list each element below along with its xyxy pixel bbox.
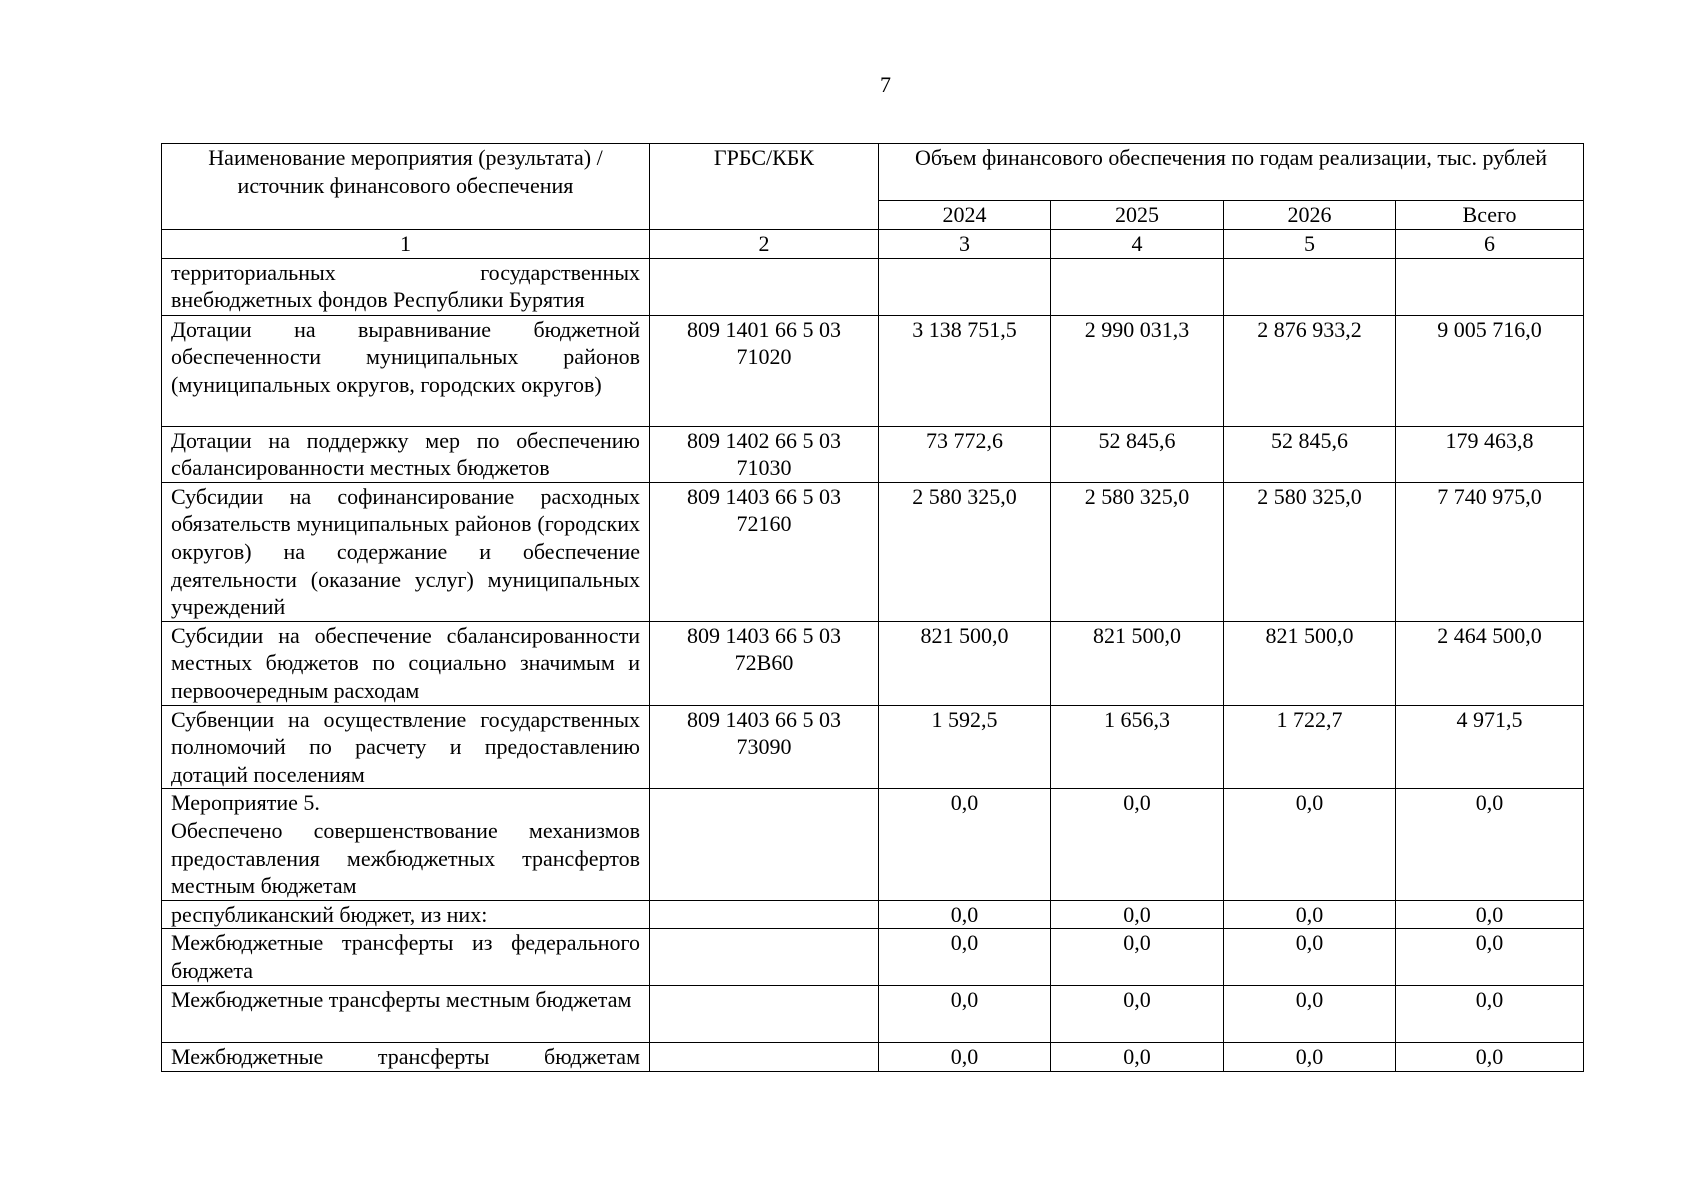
row-value-total: 0,0 <box>1396 929 1584 986</box>
row-name: Межбюджетные трансферты из федерального бюджета <box>162 929 650 986</box>
row-code <box>650 258 879 315</box>
row-value-2025: 0,0 <box>1051 929 1224 986</box>
row-code <box>650 986 879 1043</box>
row-code: 809 1402 66 5 03 71030 <box>650 426 879 482</box>
col-number-3: 3 <box>879 230 1051 259</box>
row-name: Субсидии на обеспечение сбалансированности местных бюджетов по социально значимым и первоочередным расходам <box>162 621 650 705</box>
row-value-2026: 2 876 933,2 <box>1224 315 1396 426</box>
row-value-2025: 1 656,3 <box>1051 705 1224 789</box>
measure-title: Мероприятие 5. <box>171 790 320 816</box>
table-row <box>162 315 1584 426</box>
table-row <box>162 929 1584 986</box>
row-value-2026: 1 722,7 <box>1224 705 1396 789</box>
row-value-2024: 0,0 <box>879 1043 1051 1072</box>
row-value-2026: 0,0 <box>1224 1043 1396 1072</box>
row-value-2026: 2 580 325,0 <box>1224 482 1396 621</box>
table-row <box>162 482 1584 621</box>
row-code <box>650 900 879 929</box>
row-code: 809 1401 66 5 03 71020 <box>650 315 879 426</box>
row-value-total: 2 464 500,0 <box>1396 621 1584 705</box>
row-value-2025: 2 580 325,0 <box>1051 482 1224 621</box>
col-number-5: 5 <box>1224 230 1396 259</box>
col-number-1: 1 <box>162 230 650 259</box>
row-name: Межбюджетные трансферты местным бюджетам <box>162 986 650 1043</box>
row-value-2026: 52 845,6 <box>1224 426 1396 482</box>
row-value-2024: 0,0 <box>879 986 1051 1043</box>
table-row <box>162 705 1584 789</box>
row-name: Субвенции на осуществление государственных полномочий по расчету и предоставлению дотаций поселениям <box>162 705 650 789</box>
row-value-2024: 73 772,6 <box>879 426 1051 482</box>
row-value-total: 0,0 <box>1396 789 1584 900</box>
table-row <box>162 789 1584 900</box>
row-value-2026: 0,0 <box>1224 900 1396 929</box>
row-value-total: 0,0 <box>1396 986 1584 1043</box>
row-value-2024: 3 138 751,5 <box>879 315 1051 426</box>
row-value-total: 0,0 <box>1396 900 1584 929</box>
row-value-2026: 0,0 <box>1224 929 1396 986</box>
row-value-2025: 2 990 031,3 <box>1051 315 1224 426</box>
header-name: Наименование мероприятия (результата) /источник финансового обеспечения <box>162 144 650 230</box>
row-value-2024: 821 500,0 <box>879 621 1051 705</box>
financing-table <box>161 143 1584 1072</box>
row-code <box>650 929 879 986</box>
header-financing-volume: Объем финансового обеспечения по годам реализации, тыс. рублей <box>879 144 1584 201</box>
row-value-2025 <box>1051 258 1224 315</box>
table-row <box>162 1043 1584 1072</box>
row-name <box>162 789 650 900</box>
row-value-2025: 52 845,6 <box>1051 426 1224 482</box>
row-code <box>650 789 879 900</box>
row-code: 809 1403 66 5 03 73090 <box>650 705 879 789</box>
row-value-total: 9 005 716,0 <box>1396 315 1584 426</box>
row-value-total: 4 971,5 <box>1396 705 1584 789</box>
table-row <box>162 258 1584 315</box>
row-value-2024: 2 580 325,0 <box>879 482 1051 621</box>
row-name: Субсидии на софинансирование расходных обязательств муниципальных районов (городских округов) на содержание и обеспечение деятельности (оказание услуг) муниципальных учреждений <box>162 482 650 621</box>
col-number-4: 4 <box>1051 230 1224 259</box>
row-value-2026: 821 500,0 <box>1224 621 1396 705</box>
row-code <box>650 1043 879 1072</box>
col-number-6: 6 <box>1396 230 1584 259</box>
row-value-total: 179 463,8 <box>1396 426 1584 482</box>
row-value-2026: 0,0 <box>1224 789 1396 900</box>
row-value-total: 0,0 <box>1396 1043 1584 1072</box>
row-name: территориальных государственных внебюджетных фондов Республики Бурятия <box>162 258 650 315</box>
row-value-2025: 0,0 <box>1051 986 1224 1043</box>
row-value-2025: 0,0 <box>1051 789 1224 900</box>
row-value-2024: 0,0 <box>879 789 1051 900</box>
row-name: Дотации на поддержку мер по обеспечению сбалансированности местных бюджетов <box>162 426 650 482</box>
row-value-2024: 0,0 <box>879 929 1051 986</box>
row-name: Дотации на выравнивание бюджетной обеспеченности муниципальных районов (муниципальных округов, городских округов) <box>162 315 650 426</box>
header-year-2025: 2025 <box>1051 201 1224 230</box>
row-value-2024: 1 592,5 <box>879 705 1051 789</box>
col-number-2: 2 <box>650 230 879 259</box>
row-value-total <box>1396 258 1584 315</box>
row-code: 809 1403 66 5 03 72160 <box>650 482 879 621</box>
table-row <box>162 900 1584 929</box>
row-code: 809 1403 66 5 03 72В60 <box>650 621 879 705</box>
header-year-2026: 2026 <box>1224 201 1396 230</box>
table-row <box>162 986 1584 1043</box>
header-grbs-kbk: ГРБС/КБК <box>650 144 879 230</box>
header-year-2024: 2024 <box>879 201 1051 230</box>
row-value-2025: 0,0 <box>1051 900 1224 929</box>
table-row <box>162 621 1584 705</box>
row-value-2024 <box>879 258 1051 315</box>
row-value-2026 <box>1224 258 1396 315</box>
header-total: Всего <box>1396 201 1584 230</box>
row-name: Межбюджетные трансферты бюджетам <box>162 1043 650 1072</box>
row-name: республиканский бюджет, из них: <box>162 900 650 929</box>
row-value-2025: 0,0 <box>1051 1043 1224 1072</box>
table-row <box>162 426 1584 482</box>
row-value-2026: 0,0 <box>1224 986 1396 1043</box>
measure-description: Обеспечено совершенствование механизмов предоставления межбюджетных трансфертов местным бюджетам <box>171 817 640 899</box>
row-value-2024: 0,0 <box>879 900 1051 929</box>
row-value-total: 7 740 975,0 <box>1396 482 1584 621</box>
row-value-2025: 821 500,0 <box>1051 621 1224 705</box>
page-number: 7 <box>880 72 891 97</box>
